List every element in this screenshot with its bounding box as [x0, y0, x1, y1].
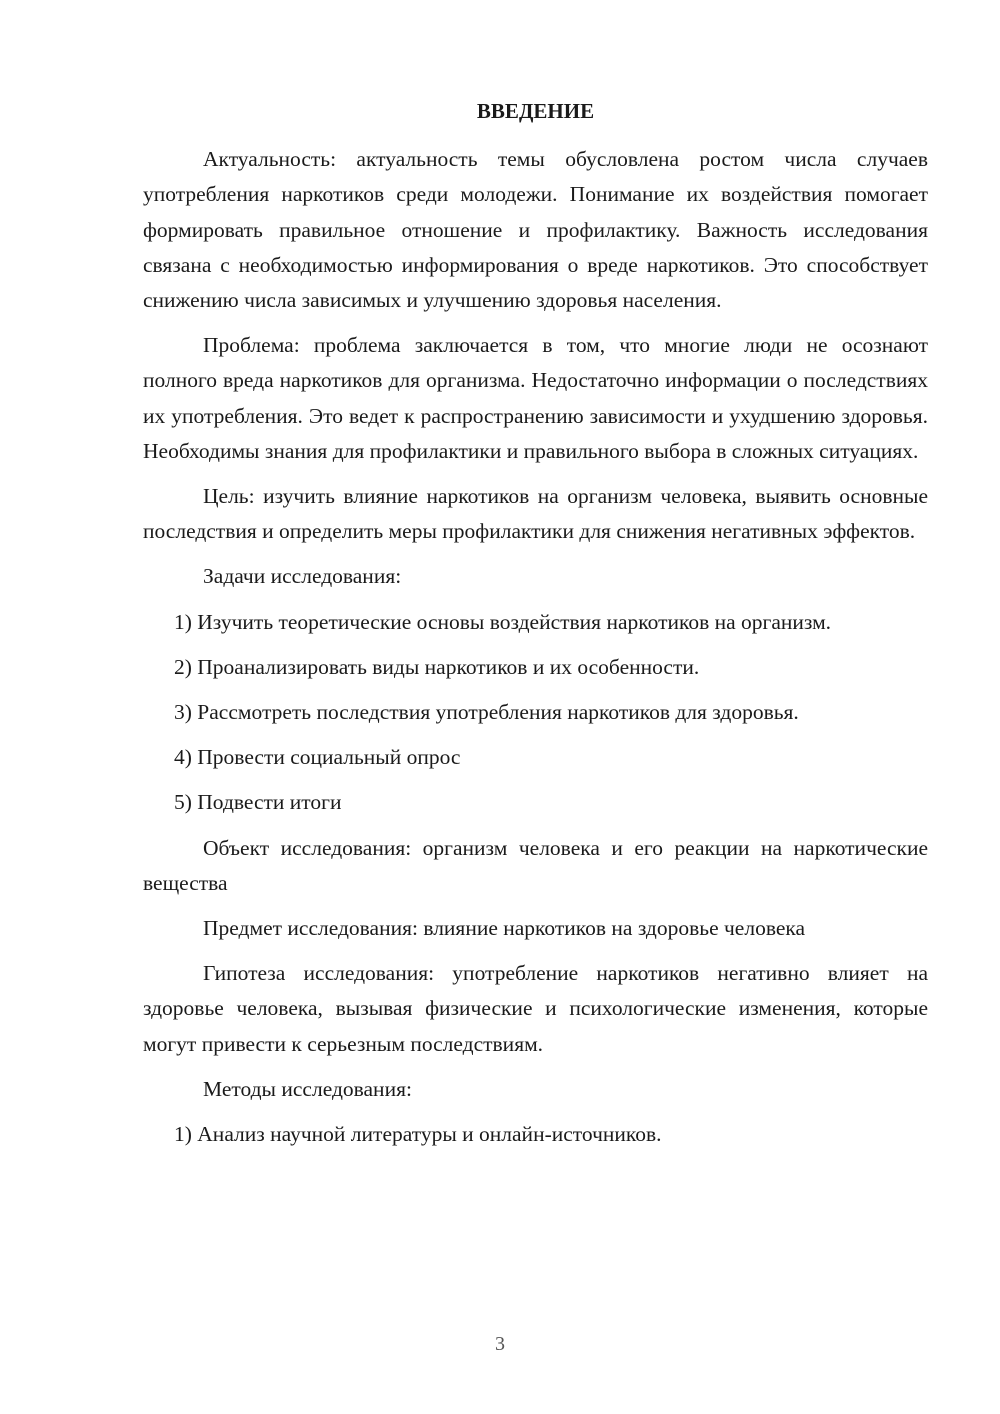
subject-paragraph: Предмет исследования: влияние наркотиков на здоровье человека	[203, 916, 806, 941]
relevance-paragraph: Актуальность: актуальность темы обусловлена ростом числа случаев употребления наркотиков среди молодежи. Понимание их воздействия помогает формировать правильное отношение и профилактику. Важность исследования связана с необходимостью информирования о вреде наркотиков. Это способствует снижению числа зависимых и улучшению здоровья населения.	[143, 147, 928, 313]
task-item-2: 2) Проанализировать виды наркотиков и их особенности.	[174, 654, 700, 679]
hypothesis-paragraph: Гипотеза исследования: употребление наркотиков негативно влияет на здоровье человека, вызывая физические и психологические изменения, которые могут привести к серьезным последствиям.	[143, 961, 928, 1056]
task-item-3: 3) Рассмотреть последствия употребления наркотиков для здоровья.	[174, 700, 799, 725]
task-item-1: 1) Изучить теоретические основы воздействия наркотиков на организм.	[174, 609, 832, 634]
goal-paragraph: Цель: изучить влияние наркотиков на организм человека, выявить основные последствия и определить меры профилактики для снижения негативных эффектов.	[143, 484, 928, 544]
page-number: 3	[495, 1333, 505, 1355]
task-item-4: 4) Провести социальный опрос	[174, 745, 461, 770]
object-paragraph: Объект исследования: организм человека и его реакции на наркотические вещества	[143, 835, 928, 895]
section-title: ВВЕДЕНИЕ	[476, 99, 595, 123]
tasks-heading: Задачи исследования:	[203, 564, 402, 589]
method-item-1: 1) Анализ научной литературы и онлайн-источников.	[174, 1122, 662, 1147]
task-item-5: 5) Подвести итоги	[174, 790, 342, 815]
methods-heading: Методы исследования:	[203, 1076, 412, 1101]
document-body	[143, 94, 928, 1162]
problem-paragraph: Проблема: проблема заключается в том, что многие люди не осознают полного вреда наркотиков для организма. Недостаточно информации о последствиях их употребления. Это ведет к распространению зависимости и ухудшению здоровья. Необходимы знания для профилактики и правильного выбора в сложных ситуациях.	[143, 333, 928, 463]
